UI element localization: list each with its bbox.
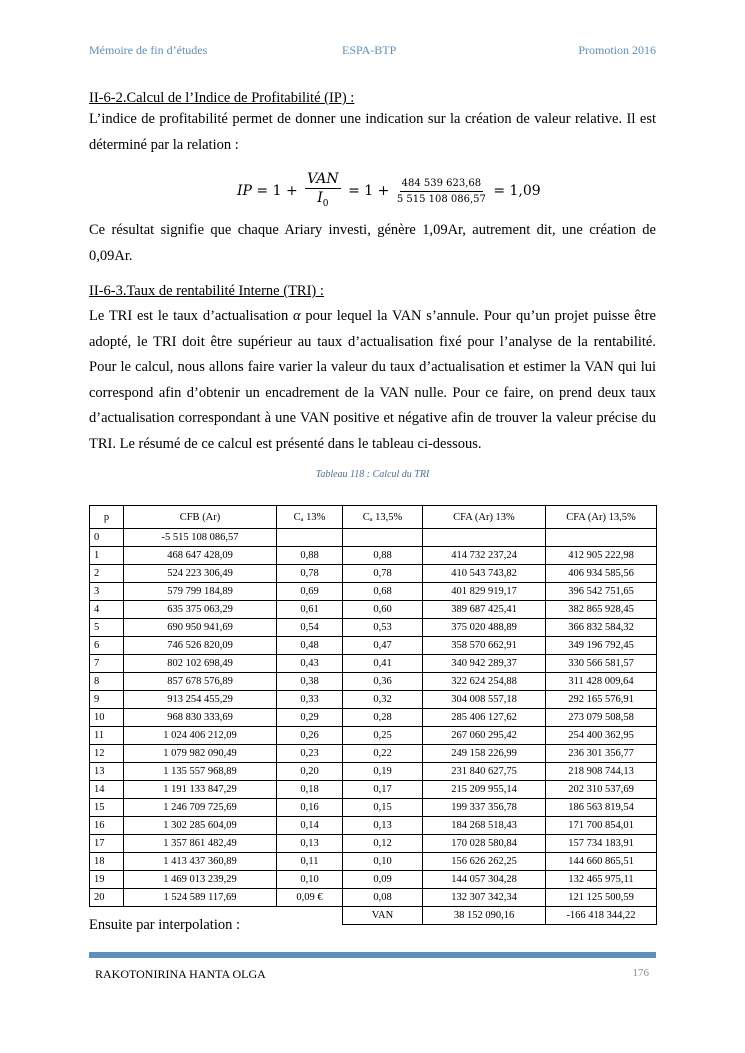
table-cell: 0,08: [343, 889, 423, 907]
table-cell: 0,47: [343, 637, 423, 655]
table-caption: Tableau 118 : Calcul du TRI: [315, 469, 430, 480]
table-cell: 396 542 751,65: [546, 583, 657, 601]
table-row: [90, 871, 657, 889]
table-cell: 14: [90, 781, 124, 799]
ip-intro-paragraph: L’indice de profitabilité permet de donner une indication sur la création de valeur relative. Il est déterminé par la relation :: [89, 111, 656, 153]
table-cell: 199 337 356,78: [423, 799, 546, 817]
table-cell: 330 566 581,57: [546, 655, 657, 673]
table-cell: 156 626 262,25: [423, 853, 546, 871]
header-cfb: CFB (Ar): [124, 506, 277, 529]
table-cell: 0,60: [343, 601, 423, 619]
table-cell: 10: [90, 709, 124, 727]
table-cell: 0,33: [277, 691, 343, 709]
table-cell: 382 865 928,45: [546, 601, 657, 619]
header-p: p: [90, 506, 124, 529]
table-row: [90, 691, 657, 709]
table-cell: 186 563 819,54: [546, 799, 657, 817]
table-row: [90, 565, 657, 583]
table-cell: 13: [90, 763, 124, 781]
table-row: [90, 619, 657, 637]
table-cell: 401 829 919,17: [423, 583, 546, 601]
table-cell: 0,78: [277, 565, 343, 583]
table-cell: 132 465 975,11: [546, 871, 657, 889]
table-cell: 236 301 356,77: [546, 745, 657, 763]
header-right-text: Promotion 2016: [578, 43, 656, 57]
table-cell: 1 024 406 212,09: [124, 727, 277, 745]
van-label: VAN: [343, 907, 423, 925]
table-row: [90, 529, 657, 547]
table-cell: 1 413 437 360,89: [124, 853, 277, 871]
header-center-text: ESPA-BTP: [342, 43, 397, 57]
table-cell: 144 660 865,51: [546, 853, 657, 871]
table-cell: 913 254 455,29: [124, 691, 277, 709]
table-cell: 0,28: [343, 709, 423, 727]
table-cell: 0,38: [277, 673, 343, 691]
table-cell: 410 543 743,82: [423, 565, 546, 583]
table-cell: 0,19: [343, 763, 423, 781]
van-13-value: 38 152 090,16: [423, 907, 546, 925]
table-cell: 412 905 222,98: [546, 547, 657, 565]
table-row: [90, 781, 657, 799]
table-cell: 358 570 662,91: [423, 637, 546, 655]
table-cell: 1 246 709 725,69: [124, 799, 277, 817]
table-cell: 3: [90, 583, 124, 601]
table-cell: 0,43: [277, 655, 343, 673]
table-cell: [546, 529, 657, 547]
table-cell: 11: [90, 727, 124, 745]
table-cell: 690 950 941,69: [124, 619, 277, 637]
table-cell: 18: [90, 853, 124, 871]
formula-fraction-van: [305, 171, 341, 212]
table-cell: 414 732 237,24: [423, 547, 546, 565]
table-cell: -5 515 108 086,57: [124, 529, 277, 547]
footer-author: RAKOTONIRINA HANTA OLGA: [95, 967, 266, 981]
table-cell: 0,53: [343, 619, 423, 637]
table-cell: 202 310 537,69: [546, 781, 657, 799]
table-row: [90, 727, 657, 745]
table-cell: [423, 529, 546, 547]
table-cell: 249 158 226,99: [423, 745, 546, 763]
header-left-text: Mémoire de fin d’études: [89, 43, 208, 57]
formula-lhs: IP: [237, 183, 252, 200]
table-cell: 8: [90, 673, 124, 691]
table-cell: 20: [90, 889, 124, 907]
table-cell: 0,18: [277, 781, 343, 799]
header-cfa-13-5: CFA (Ar) 13,5%: [546, 506, 657, 529]
header-cfa-13: CFA (Ar) 13%: [423, 506, 546, 529]
table-cell: 968 830 333,69: [124, 709, 277, 727]
table-cell: 9: [90, 691, 124, 709]
table-cell: [343, 529, 423, 547]
table-cell: 1 191 133 847,29: [124, 781, 277, 799]
table-cell: 366 832 584,32: [546, 619, 657, 637]
table-cell: 349 196 792,45: [546, 637, 657, 655]
table-cell: 0,22: [343, 745, 423, 763]
table-cell: 254 400 362,95: [546, 727, 657, 745]
formula-num2: 484 539 623,68: [400, 177, 484, 192]
table-cell: 1: [90, 547, 124, 565]
table-cell: 267 060 295,42: [423, 727, 546, 745]
formula-result: = 1,09: [488, 183, 541, 200]
table-cell: 0,25: [343, 727, 423, 745]
table-row: [90, 889, 657, 907]
ip-conclusion-paragraph: Ce résultat signifie que chaque Ariary investi, génère 1,09Ar, autrement dit, une création de 0,09Ar.: [89, 222, 656, 264]
table-cell: 184 268 518,43: [423, 817, 546, 835]
formula-eq2: = 1 +: [343, 183, 394, 200]
table-cell: 17: [90, 835, 124, 853]
table-cell: 524 223 306,49: [124, 565, 277, 583]
table-cell: 1 135 557 968,89: [124, 763, 277, 781]
table-cell: 0,13: [343, 817, 423, 835]
table-cell: 0,68: [343, 583, 423, 601]
header-ca-13: Cₐ 13%: [277, 506, 343, 529]
table-cell: 389 687 425,41: [423, 601, 546, 619]
formula-den1: $I_0$: [317, 190, 329, 209]
table-cell: 292 165 576,91: [546, 691, 657, 709]
formula-eq1: = 1 +: [251, 183, 303, 200]
table-cell: 15: [90, 799, 124, 817]
table-cell: 7: [90, 655, 124, 673]
table-cell: 231 840 627,75: [423, 763, 546, 781]
table-cell: 0,17: [343, 781, 423, 799]
table-cell: 16: [90, 817, 124, 835]
table-cell: 273 079 508,58: [546, 709, 657, 727]
table-row: [90, 673, 657, 691]
table-cell: 0,41: [343, 655, 423, 673]
table-cell: 0,61: [277, 601, 343, 619]
table-cell: 157 734 183,91: [546, 835, 657, 853]
table-row: [90, 583, 657, 601]
table-row: [90, 745, 657, 763]
table-cell: 322 624 254,88: [423, 673, 546, 691]
van-13-5-value: -166 418 344,22: [546, 907, 657, 925]
table-cell: 0,26: [277, 727, 343, 745]
table-row: [90, 853, 657, 871]
formula-den2: 5 515 108 086,57: [396, 193, 486, 205]
table-cell: 304 008 557,18: [423, 691, 546, 709]
table-row: [90, 709, 657, 727]
table-cell: [277, 529, 343, 547]
tri-paragraph: Le TRI est le taux d’actualisation α pour lequel la VAN s’annule. Pour qu’un projet puisse être adopté, le TRI doit être supérieur au taux d’actualisation fixé pour l’analyse de la rentabilité. Pour le calcul, nous allons faire varier la valeur du taux d’actualisation et estimer la VAN qui lui correspond afin d’obtenir un encadrement de la VAN nulle. Pour ce faire, on prend deux taux d’actualisation correspondant à une VAN positive et négative afin de trouver la valeur précise du TRI. Le résumé de ce calcul est présenté dans le tableau ci-dessous.: [89, 308, 656, 452]
table-cell: 12: [90, 745, 124, 763]
table-cell: 0,11: [277, 853, 343, 871]
table-cell: 0,13: [277, 835, 343, 853]
table-cell: 406 934 585,56: [546, 565, 657, 583]
table-cell: 144 057 304,28: [423, 871, 546, 889]
table-cell: 0,14: [277, 817, 343, 835]
tri-section-title: II-6-3.Taux de rentabilité Interne (TRI) :: [89, 283, 324, 299]
footer-page-number: 176: [632, 967, 649, 979]
table-row: [90, 835, 657, 853]
table-cell: 0,15: [343, 799, 423, 817]
ip-formula: [89, 158, 656, 218]
table-cell: 171 700 854,01: [546, 817, 657, 835]
table-cell: 1 469 013 239,29: [124, 871, 277, 889]
table-cell: 0,16: [277, 799, 343, 817]
table-cell: 0: [90, 529, 124, 547]
table-cell: 0,54: [277, 619, 343, 637]
table-cell: 1 524 589 117,69: [124, 889, 277, 907]
table-row: [90, 799, 657, 817]
table-cell: 311 428 009,64: [546, 673, 657, 691]
tri-table: [89, 505, 657, 925]
table-header-row: [90, 506, 657, 529]
table-cell: 802 102 698,49: [124, 655, 277, 673]
table-cell: 1 079 982 090,49: [124, 745, 277, 763]
table-cell: 0,29: [277, 709, 343, 727]
table-row: [90, 655, 657, 673]
table-cell: 340 942 289,37: [423, 655, 546, 673]
after-table-text: Ensuite par interpolation :: [89, 917, 241, 933]
table-cell: 2: [90, 565, 124, 583]
alpha-symbol: α: [293, 308, 301, 324]
table-cell: 0,32: [343, 691, 423, 709]
table-cell: 0,36: [343, 673, 423, 691]
table-cell: 0,12: [343, 835, 423, 853]
table-cell: 0,88: [277, 547, 343, 565]
table-row: [90, 817, 657, 835]
table-cell: 635 375 063,29: [124, 601, 277, 619]
table-cell: 0,48: [277, 637, 343, 655]
table-cell: 857 678 576,89: [124, 673, 277, 691]
table-cell: 5: [90, 619, 124, 637]
table-cell: 6: [90, 637, 124, 655]
table-row: [90, 601, 657, 619]
table-row: [90, 547, 657, 565]
table-cell: 0,20: [277, 763, 343, 781]
page-content: [89, 89, 656, 480]
table-cell: 0,78: [343, 565, 423, 583]
table-cell: 746 526 820,09: [124, 637, 277, 655]
table-cell: 19: [90, 871, 124, 889]
table-cell: 0,69: [277, 583, 343, 601]
table-cell: 215 209 955,14: [423, 781, 546, 799]
ip-section-title: II-6-2.Calcul de l’Indice de Profitabilité (IP) :: [89, 90, 355, 106]
table-cell: 0,10: [277, 871, 343, 889]
page-header: [89, 43, 656, 59]
table-cell: 468 647 428,09: [124, 547, 277, 565]
table-cell: 121 125 500,59: [546, 889, 657, 907]
table-cell: 0,23: [277, 745, 343, 763]
table-cell: 0,09 €: [277, 889, 343, 907]
table-cell: 285 406 127,62: [423, 709, 546, 727]
formula-num1: VAN: [307, 171, 339, 187]
table-cell: 579 799 184,89: [124, 583, 277, 601]
formula-fraction-values: [397, 177, 486, 206]
table-row: [90, 763, 657, 781]
table-cell: 1 302 285 604,09: [124, 817, 277, 835]
header-ca-13-5: Cₐ 13,5%: [343, 506, 423, 529]
table-cell: 4: [90, 601, 124, 619]
table-cell: 0,09: [343, 871, 423, 889]
table-cell: 218 908 744,13: [546, 763, 657, 781]
footer-divider: [89, 952, 656, 958]
table-cell: 1 357 861 482,49: [124, 835, 277, 853]
table-row: [90, 637, 657, 655]
table-cell: 0,10: [343, 853, 423, 871]
table-cell: 375 020 488,89: [423, 619, 546, 637]
table-cell: 0,88: [343, 547, 423, 565]
table-cell: 170 028 580,84: [423, 835, 546, 853]
table-cell: 132 307 342,34: [423, 889, 546, 907]
